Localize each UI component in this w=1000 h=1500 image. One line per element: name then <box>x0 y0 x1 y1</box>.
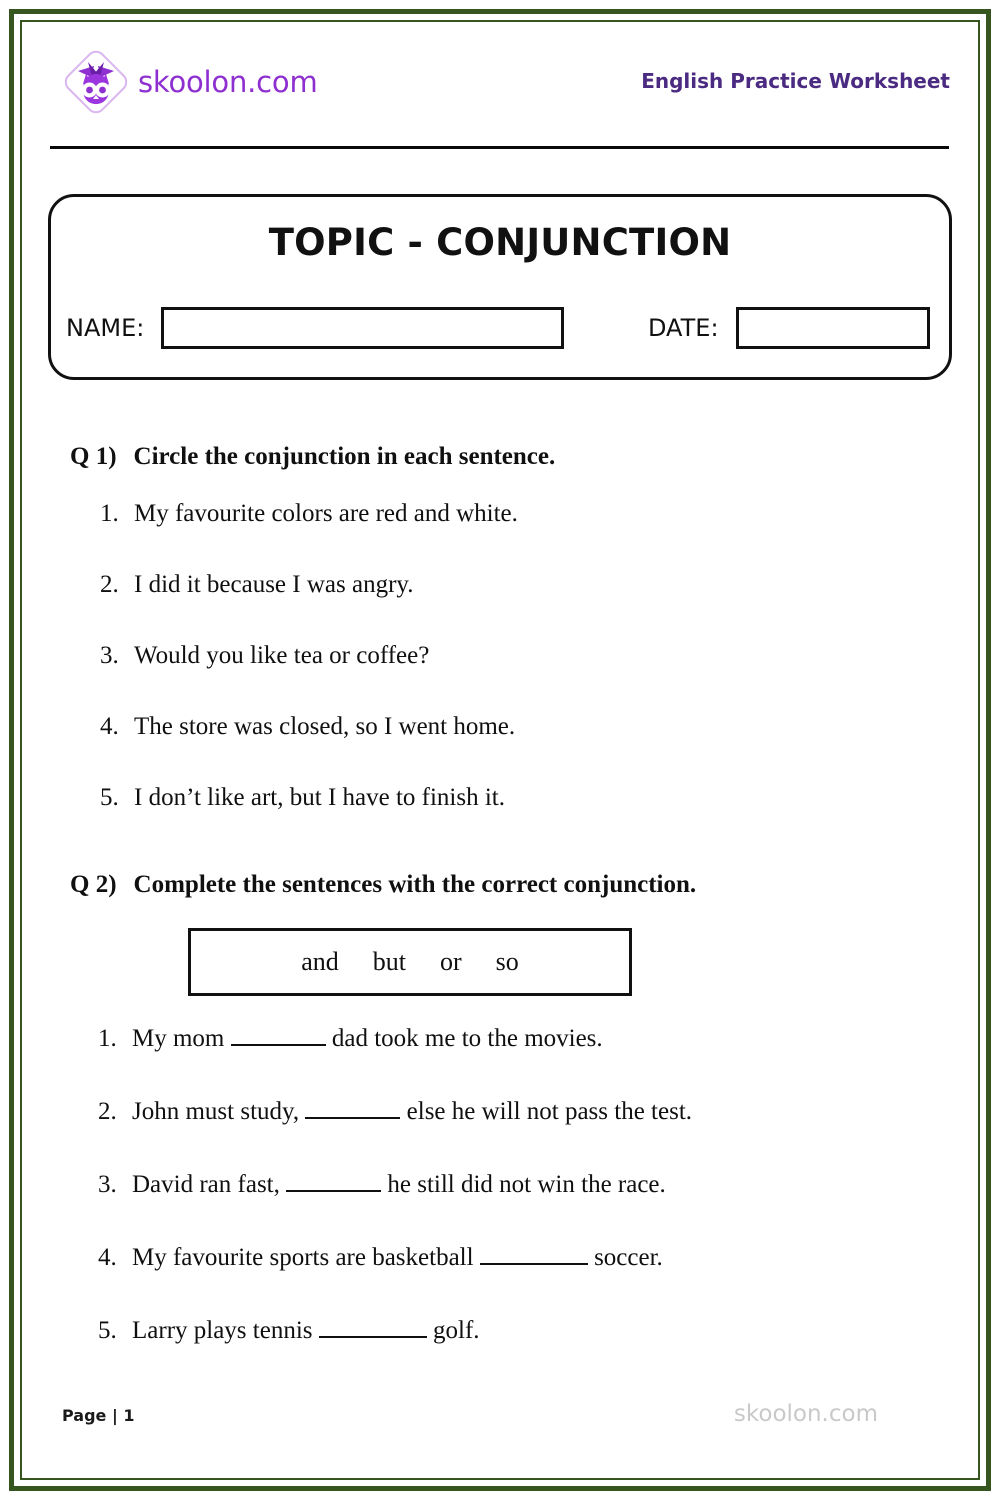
q2-item-5-number: 5. <box>98 1317 117 1344</box>
q1-item-5-number: 5. <box>100 784 119 811</box>
q2-item-5 <box>98 1317 480 1345</box>
q2-item-4-text-before: My favourite sports are basketball <box>132 1244 480 1271</box>
name-date-row <box>51 302 949 362</box>
q2-item-5-text-after: golf. <box>426 1317 480 1344</box>
q2-item-1 <box>98 1025 603 1053</box>
q1-item-5 <box>100 784 505 812</box>
q2-item-3-text-before: David ran fast, <box>132 1171 287 1198</box>
footer-watermark: skoolon.com <box>733 1401 878 1427</box>
q2-item-2 <box>98 1098 692 1126</box>
q1-item-2-text: I did it because I was angry. <box>134 571 414 598</box>
brand-logo[interactable] <box>58 44 318 120</box>
q1-item-4-number: 4. <box>100 713 119 740</box>
q1-item-1-number: 1. <box>100 500 119 527</box>
word-bank-option-and[interactable]: and <box>301 947 339 976</box>
q2-item-4-number: 4. <box>98 1244 117 1271</box>
q2-item-2-number: 2. <box>98 1098 117 1125</box>
question-2-number: Q 2) <box>70 871 117 898</box>
q2-item-1-blank[interactable] <box>231 1026 326 1046</box>
q1-item-3-text: Would you like tea or coffee? <box>134 642 430 669</box>
q2-item-1-number: 1. <box>98 1025 117 1052</box>
q1-item-5-text: I don’t like art, but I have to finish it. <box>134 784 505 811</box>
q1-item-2 <box>100 571 414 599</box>
question-2-prompt: Complete the sentences with the correct conjunction. <box>133 871 697 898</box>
q2-item-2-text-before: John must study, <box>132 1098 306 1125</box>
q2-item-5-blank[interactable] <box>319 1318 427 1338</box>
q2-item-3-text-after: he still did not win the race. <box>381 1171 666 1198</box>
page-title: TOPIC - CONJUNCTION <box>268 221 732 264</box>
q1-item-4 <box>100 713 515 741</box>
name-input[interactable] <box>161 307 564 349</box>
q2-item-1-text-before: My mom <box>132 1025 231 1052</box>
page-number-label: Page | 1 <box>62 1406 135 1425</box>
q2-item-2-blank[interactable] <box>305 1099 400 1119</box>
q2-item-3-blank[interactable] <box>286 1172 381 1192</box>
question-2-heading <box>70 871 696 899</box>
word-bank-option-but[interactable]: but <box>372 947 406 976</box>
brand-name: skoolon.com <box>138 65 318 99</box>
word-bank-option-or[interactable]: or <box>439 947 462 976</box>
q1-item-3 <box>100 642 429 670</box>
header-divider <box>50 146 949 149</box>
q1-item-1 <box>100 500 518 528</box>
name-label: NAME: <box>66 314 145 342</box>
q2-item-4-text-after: soccer. <box>587 1244 663 1271</box>
word-bank-option-so[interactable]: so <box>495 947 519 976</box>
q1-item-4-text: The store was closed, so I went home. <box>134 713 516 740</box>
q1-item-1-text: My favourite colors are red and white. <box>134 500 518 527</box>
q2-item-4 <box>98 1244 663 1272</box>
page-header <box>50 42 950 142</box>
date-input[interactable] <box>736 307 930 349</box>
question-1-prompt: Circle the conjunction in each sentence. <box>133 443 556 470</box>
q2-item-5-text-before: Larry plays tennis <box>132 1317 319 1344</box>
word-bank-box <box>188 928 632 996</box>
q2-item-4-blank[interactable] <box>480 1245 588 1265</box>
question-1-number: Q 1) <box>70 443 117 470</box>
q1-item-2-number: 2. <box>100 571 119 598</box>
worksheet-type-label: English Practice Worksheet <box>641 69 950 93</box>
q2-item-3-number: 3. <box>98 1171 117 1198</box>
owl-in-diamond-icon <box>58 44 134 120</box>
q2-item-1-text-after: dad took me to the movies. <box>325 1025 603 1052</box>
q1-item-3-number: 3. <box>100 642 119 669</box>
q2-item-3 <box>98 1171 666 1199</box>
question-1-heading <box>70 443 555 471</box>
q2-item-2-text-after: else he will not pass the test. <box>400 1098 693 1125</box>
title-card <box>48 194 952 380</box>
date-label: DATE: <box>648 314 719 342</box>
